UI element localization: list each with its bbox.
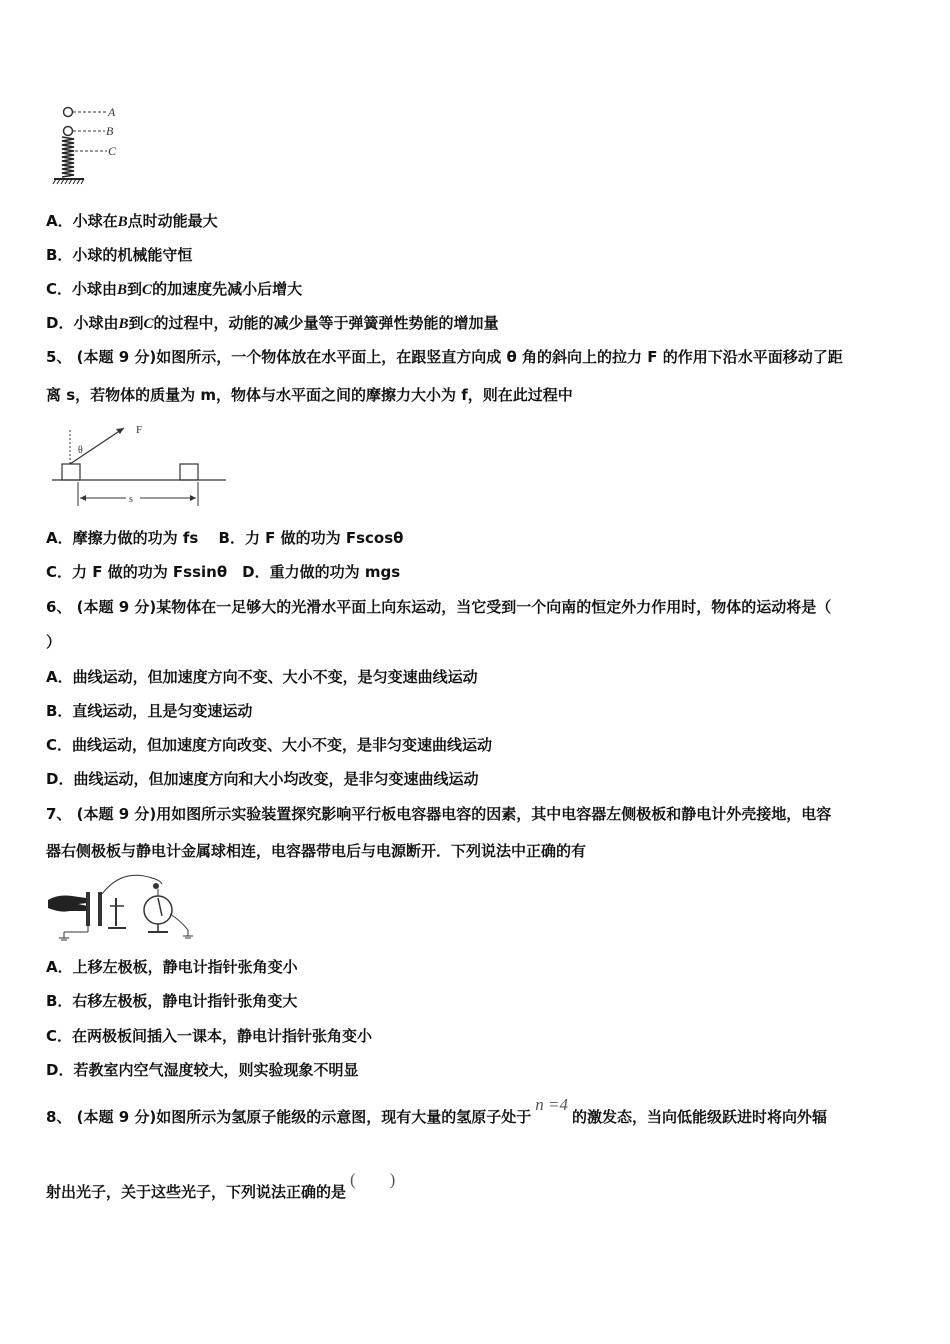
q6-option-d: D．曲线运动，但加速度方向和大小均改变，是非匀变速曲线运动	[46, 770, 479, 788]
capacitor-electrometer-figure	[46, 872, 196, 944]
q7-option-d: D．若教室内空气湿度较大，则实验现象不明显	[46, 1061, 359, 1079]
label-c: C	[108, 144, 117, 158]
ball-position-a	[64, 108, 73, 117]
block-end	[180, 464, 198, 480]
q8-stem-line1: 8、 (本题 9 分)如图所示为氢原子能级的示意图，现有大量的氢原子处于n =4的激发态，当向低能级跃进时将向外辐	[46, 1095, 828, 1126]
q8-answer-paren: ( )	[350, 1170, 396, 1189]
label-b: B	[106, 124, 114, 138]
svg-text:s: s	[129, 494, 133, 505]
q7-option-c: C．在两极板间插入一课本，静电计指针张角变小	[46, 1027, 373, 1045]
q5-options-ab: A．摩擦力做的功为 fs B．力 F 做的功为 Fscosθ	[46, 529, 404, 547]
q7-stem-line1: 7、 (本题 9 分)用如图所示实验装置探究影响平行板电容器电容的因素，其中电容器左侧极板和静电计外壳接地，电容	[46, 805, 832, 823]
q6-option-a: A．曲线运动，但加速度方向不变、大小不变，是匀变速曲线运动	[46, 668, 478, 686]
q6-option-b: B．直线运动，且是匀变速运动	[46, 702, 253, 720]
q6-stem-line1: 6、 (本题 9 分)某物体在一足够大的光滑水平面上向东运动，当它受到一个向南的恒定外力作用时，物体的运动将是（	[46, 598, 832, 616]
hand-icon	[48, 896, 89, 912]
q8-stem-line2: 射出光子，关于这些光子，下列说法正确的是( )	[46, 1170, 396, 1201]
q4-option-a: A．小球在B点时动能最大	[46, 212, 218, 230]
q5-stem-line2: 离 s，若物体的质量为 m，物体与水平面之间的摩擦力大小为 f，则在此过程中	[46, 386, 573, 404]
q5-stem-line1: 5、 (本题 9 分)如图所示，一个物体放在水平面上，在跟竖直方向成 θ 角的斜向上的拉力 F 的作用下沿水平面移动了距	[46, 348, 843, 366]
spring-ball-figure	[50, 100, 130, 190]
q4-option-b: B．小球的机械能守恒	[46, 246, 193, 264]
q8-math-n: n =4	[535, 1095, 568, 1114]
svg-text:θ: θ	[78, 445, 83, 456]
block-start	[62, 464, 80, 480]
q7-option-a: A．上移左极板，静电计指针张角变小	[46, 958, 298, 976]
svg-text:F: F	[136, 424, 143, 436]
q4-option-c: C．小球由B到C的加速度先减小后增大	[46, 280, 303, 298]
q5-options-cd: C．力 F 做的功为 Fssinθ D．重力做的功为 mgs	[46, 563, 401, 581]
spring-icon	[62, 137, 74, 177]
q7-stem-line2: 器右侧极板与静电计金属球相连，电容器带电后与电源断开．下列说法中正确的有	[46, 842, 587, 860]
q4-option-d: D．小球由B到C的过程中，动能的减少量等于弹簧弹性势能的增加量	[46, 314, 499, 332]
label-a: A	[108, 105, 116, 119]
ball-position-b	[64, 127, 73, 136]
q7-option-b: B．右移左极板，静电计指针张角变大	[46, 992, 298, 1010]
q6-option-c: C．曲线运动，但加速度方向改变、大小不变，是非匀变速曲线运动	[46, 736, 493, 754]
q6-stem-line2: ）	[46, 633, 62, 651]
force-block-figure	[50, 420, 230, 515]
